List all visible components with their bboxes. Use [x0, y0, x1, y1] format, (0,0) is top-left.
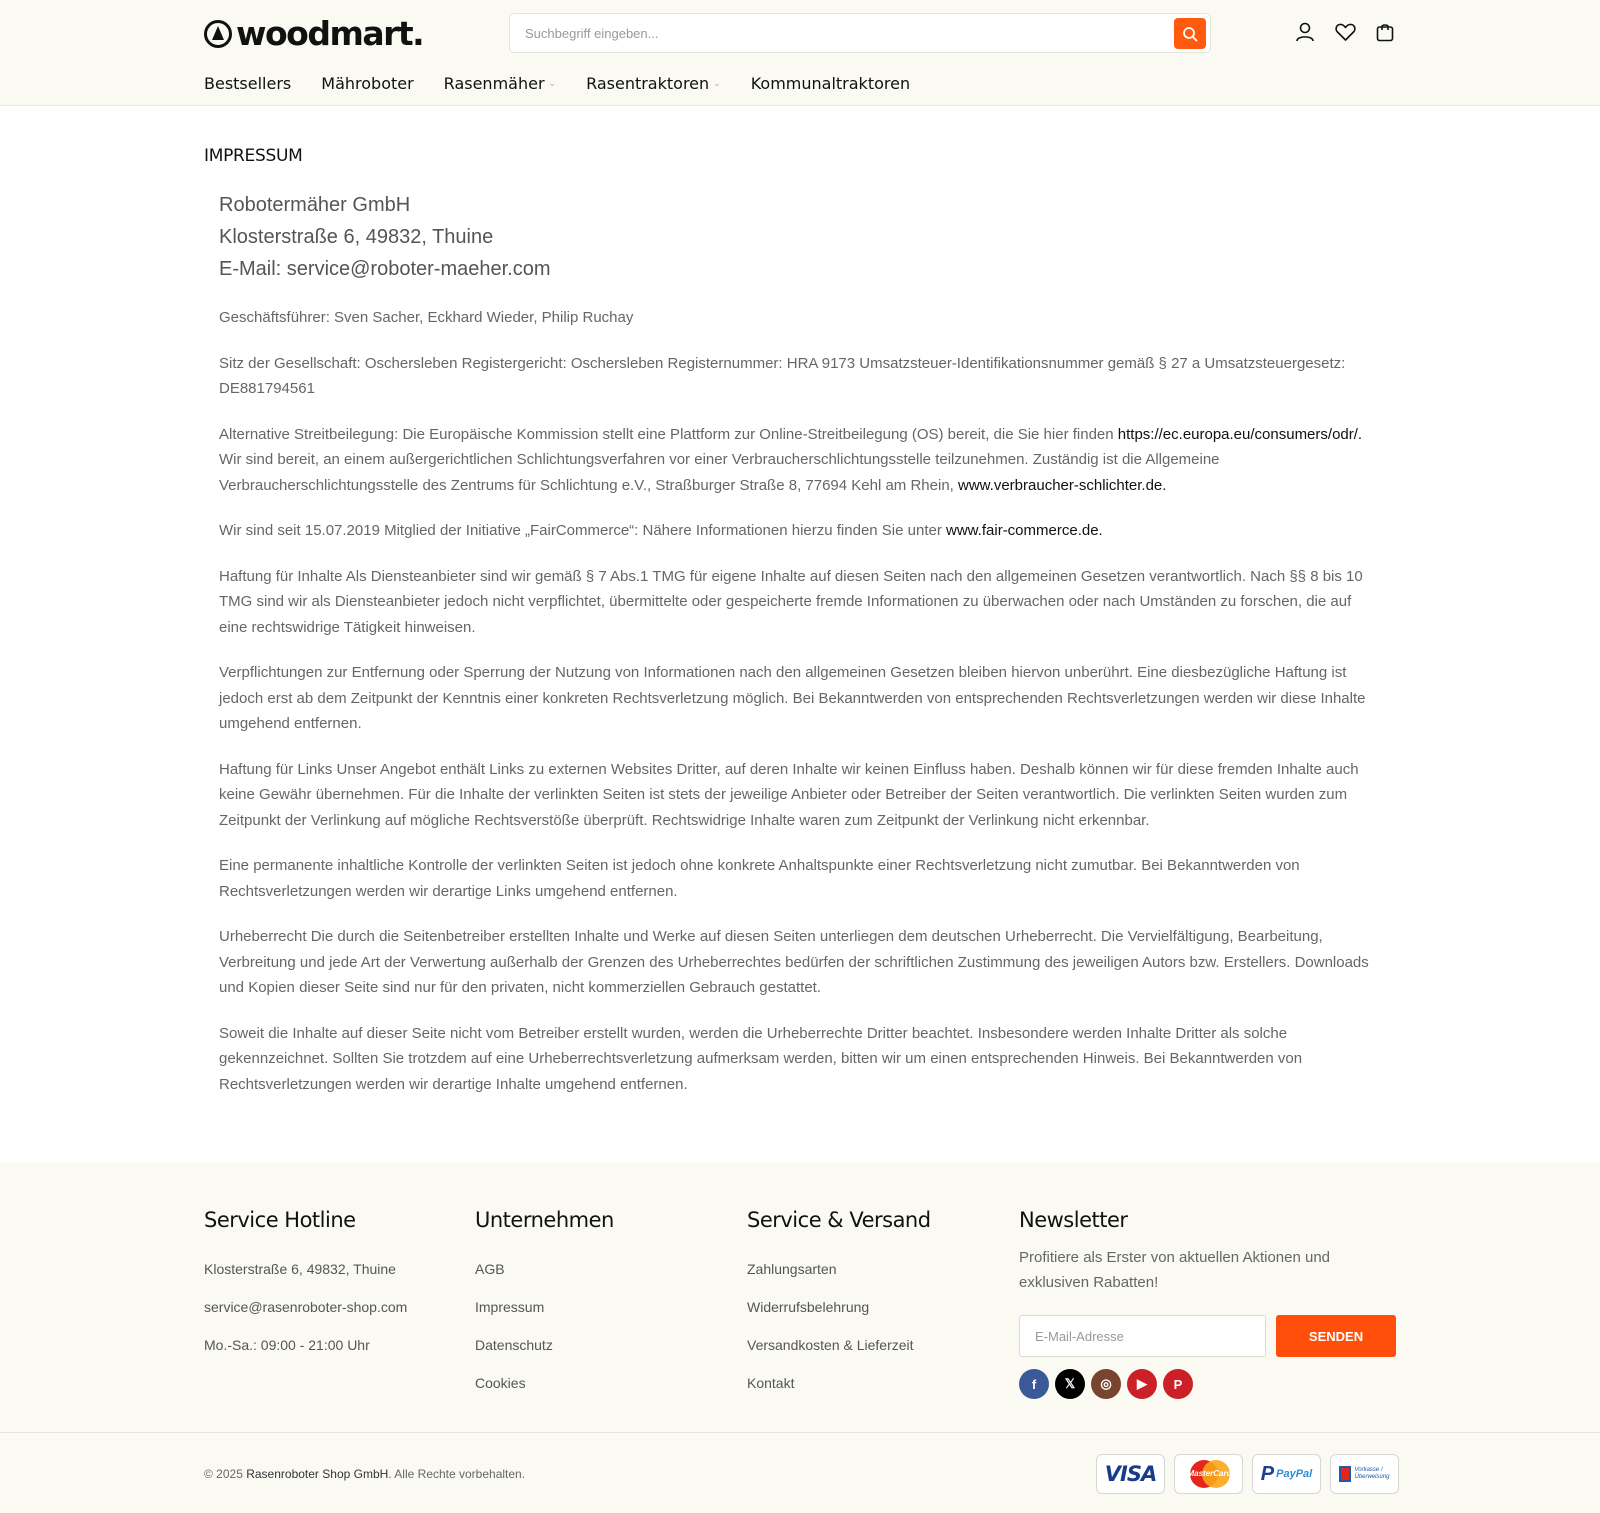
- copyright-suffix: . Alle Rechte vorbehalten.: [388, 1467, 526, 1481]
- footer-hours: Mo.-Sa.: 09:00 - 21:00 Uhr: [204, 1337, 370, 1353]
- main-nav: [204, 74, 910, 93]
- impressum-body: [204, 189, 1380, 1097]
- logo[interactable]: [204, 14, 423, 53]
- tree-logo-icon: [204, 20, 232, 48]
- copyright-prefix: © 2025: [204, 1467, 247, 1481]
- footer-newsletter: [1019, 1208, 1396, 1399]
- odr-link[interactable]: https://ec.europa.eu/consumers/odr/.: [1117, 425, 1363, 443]
- main-content: [204, 146, 1380, 1097]
- visa-icon: [1096, 1454, 1165, 1494]
- nav-item-rasentraktoren[interactable]: [586, 74, 721, 93]
- footer-address: Klosterstraße 6, 49832, Thuine: [204, 1261, 396, 1277]
- search-bar: [509, 13, 1211, 53]
- company-name: Robotermäher GmbH: [219, 194, 411, 216]
- copyright-company: Rasenroboter Shop GmbH: [246, 1467, 389, 1481]
- dispute-text-a: Alternative Streitbeilegung: Die Europäische Kommission stellt eine Plattform zur Online-Streitbeilegung (OS) bereit, die Sie hier finden: [219, 425, 1118, 443]
- footer-bottom-bar: [0, 1432, 1600, 1513]
- links-control: Eine permanente inhaltliche Kontrolle der verlinkten Seiten ist jedoch ohne konkrete Anhaltspunkte einer Rechtsverletzung nicht zumutbar. Bei Bekanntwerden von Rechtsverletzungen werden wir derartige Links umgehend entfernen.: [219, 857, 1300, 900]
- dispute-resolution: [219, 422, 1380, 499]
- pinterest-icon[interactable]: P: [1163, 1369, 1193, 1399]
- dispute-text-b: Wir sind bereit, an einem außergerichtlichen Schlichtungsverfahren vor einer Verbraucherschlichtungsstelle teilzunehmen. Zuständig ist die Allgemeine Verbraucherschlichtungsstelle des Zentrums für Schlichtung e.V., Straßburger Straße 8, 77694 Kehl am Rhein,: [219, 451, 1220, 494]
- nav-item-maehroboter[interactable]: [321, 74, 413, 93]
- prepay-line1: Vorkasse /: [1354, 1467, 1383, 1473]
- copyright-info: Urheberrecht Die durch die Seitenbetreiber erstellten Inhalte und Werke auf diesen Seiten unterliegen dem deutschen Urheberrecht. Die Vervielfältigung, Bearbeitung, Verbreitung und jede Art der Verwertung außerhalb der Grenzen des Urheberrechtes bedürfen der schriftlichen Zustimmung des jeweiligen Autors bzw. Erstellers. Downloads und Kopien dieser Seite sind nur für den privaten, nicht kommerziellen Gebrauch gestattet.: [219, 928, 1369, 996]
- bank-transfer-icon: [1339, 1466, 1389, 1482]
- faircommerce-text: Wir sind seit 15.07.2019 Mitglied der Initiative „FairCommerce“: Nähere Informationen hierzu finden Sie unter: [219, 522, 947, 539]
- newsletter-text: Profitiere als Erster von aktuellen Aktionen und exklusiven Rabatten!: [1019, 1249, 1331, 1291]
- newsletter-title: Newsletter: [1019, 1208, 1128, 1232]
- facebook-icon[interactable]: f: [1019, 1369, 1049, 1399]
- footer-hotline-title: Service Hotline: [204, 1208, 356, 1232]
- social-links: [1019, 1369, 1396, 1399]
- managing-directors: Geschäftsführer: Sven Sacher, Eckhard Wieder, Philip Ruchay: [219, 309, 634, 326]
- faircommerce-link[interactable]: www.fair-commerce.de.: [946, 522, 1103, 539]
- newsletter-submit-button[interactable]: SENDEN: [1276, 1315, 1396, 1357]
- user-icon: [1295, 22, 1315, 42]
- nav-item-rasenmaeher[interactable]: [444, 74, 556, 93]
- visa-label: VISA: [1104, 1462, 1157, 1486]
- mastercard-icon: [1174, 1454, 1243, 1494]
- footer-email[interactable]: service@rasenroboter-shop.com: [204, 1299, 408, 1315]
- register-info: Sitz der Gesellschaft: Oschersleben Registergericht: Oschersleben Registernummer: HRA 9173 Umsatzsteuer-Identifikationsnummer gemäß § 27 a Umsatzsteuergesetz: DE881794561: [219, 354, 1346, 397]
- copyright: [204, 1467, 525, 1481]
- cart-button[interactable]: [1374, 21, 1396, 43]
- mastercard-circles: [1186, 1460, 1232, 1488]
- footer-company: [475, 1208, 614, 1393]
- header-actions: [1294, 21, 1396, 43]
- third-party-copyright: Soweit die Inhalte auf dieser Seite nicht vom Betreiber erstellt wurden, werden die Urheberrechte Dritter beachtet. Insbesondere werden Inhalte Dritter als solche gekennzeichnet. Sollten Sie trotzdem auf eine Urheberrechtsverletzung aufmerksam werden, bitten wir um einen entsprechenden Hinweis. Bei Bekanntwerden von Rechtsverletzungen werden wir derartige Inhalte umgehend entfernen.: [219, 1024, 1303, 1093]
- paypal-mark: P: [1260, 1462, 1275, 1485]
- newsletter-form: [1019, 1315, 1396, 1357]
- paypal-label: PayPal: [1276, 1468, 1313, 1480]
- footer-company-title: Unternehmen: [475, 1208, 614, 1232]
- prepayment-icon: [1330, 1454, 1399, 1494]
- logo-text: woodmart.: [236, 14, 424, 53]
- footer-link-impressum[interactable]: Impressum: [475, 1299, 545, 1315]
- footer-service: [747, 1208, 931, 1393]
- schlichter-link[interactable]: www.verbraucher-schlichter.de.: [958, 476, 1167, 494]
- nav-item-kommunaltraktoren[interactable]: [751, 74, 910, 93]
- footer-link-kontakt[interactable]: Kontakt: [747, 1375, 795, 1391]
- footer-service-title: Service & Versand: [747, 1208, 931, 1232]
- footer-link-datenschutz[interactable]: Datenschutz: [475, 1337, 553, 1353]
- footer-hotline: [204, 1208, 407, 1355]
- payment-methods: [1096, 1454, 1399, 1494]
- shopping-bag-icon: [1376, 22, 1394, 42]
- instagram-icon[interactable]: ◎: [1091, 1369, 1121, 1399]
- nav-item-label: Mähroboter: [321, 74, 414, 93]
- faircommerce-info: [219, 518, 1380, 544]
- x-icon[interactable]: 𝕏: [1055, 1369, 1085, 1399]
- account-button[interactable]: [1294, 21, 1316, 43]
- footer-link-versand[interactable]: Versandkosten & Lieferzeit: [747, 1337, 914, 1353]
- nav-item-label: Kommunaltraktoren: [750, 74, 911, 93]
- youtube-icon[interactable]: ▶: [1127, 1369, 1157, 1399]
- nav-item-bestsellers[interactable]: [204, 74, 291, 93]
- liability-links: Haftung für Links Unser Angebot enthält Links zu externen Websites Dritter, auf deren Inhalte wir keinen Einfluss haben. Deshalb können wir für diese fremden Inhalte auch keine Gewähr übernehmen. Für die Inhalte der verlinkten Seiten ist stets der jeweilige Anbieter oder Betreiber der Seiten verantwortlich. Die verlinkten Seiten wurden zum Zeitpunkt der Verlinkung auf mögliche Rechtsverstöße überprüft. Rechtswidrige Inhalte waren zum Zeitpunkt der Verlinkung nicht erkennbar.: [219, 760, 1359, 829]
- wishlist-button[interactable]: [1334, 21, 1356, 43]
- search-input[interactable]: [510, 14, 1150, 52]
- page-title: IMPRESSUM: [204, 146, 303, 166]
- chevron-down-icon: ⌄: [713, 78, 721, 89]
- nav-item-label: Rasenmäher: [443, 74, 545, 93]
- footer-link-widerruf[interactable]: Widerrufsbelehrung: [747, 1299, 870, 1315]
- company-address: Klosterstraße 6, 49832, Thuine: [219, 226, 494, 248]
- prepay-line2: Überweisung: [1354, 1474, 1390, 1480]
- footer-link-agb[interactable]: AGB: [475, 1261, 505, 1277]
- search-icon: [1182, 26, 1198, 42]
- chevron-down-icon: ⌄: [548, 78, 557, 89]
- mastercard-label: MasterCard: [1187, 1469, 1232, 1478]
- heart-icon: [1335, 22, 1356, 42]
- liability-obligations: Verpflichtungen zur Entfernung oder Sperrung der Nutzung von Informationen nach den allgemeinen Gesetzen bleiben hiervon unberührt. Eine diesbezügliche Haftung ist jedoch erst ab dem Zeitpunkt der Kenntnis einer konkreten Rechtsverletzung möglich. Bei Bekanntwerden von entsprechenden Rechtsverletzungen werden wir diese Inhalte umgehend entfernen.: [219, 664, 1366, 732]
- footer-link-zahlungsarten[interactable]: Zahlungsarten: [747, 1261, 837, 1277]
- footer-link-cookies[interactable]: Cookies: [475, 1375, 526, 1391]
- nav-item-label: Rasentraktoren: [586, 74, 710, 93]
- nav-item-label: Bestsellers: [204, 74, 292, 93]
- site-header: [0, 0, 1600, 106]
- search-button[interactable]: [1174, 18, 1206, 49]
- liability-content: Haftung für Inhalte Als Diensteanbieter sind wir gemäß § 7 Abs.1 TMG für eigene Inhalte auf diesen Seiten nach den allgemeinen Gesetzen verantwortlich. Nach §§ 8 bis 10 TMG sind wir als Diensteanbieter jedoch nicht verpflichtet, übermittelte oder gespeicherte fremde Informationen zu überwachen oder nach Umständen zu forschen, die auf eine rechtswidrige Tätigkeit hinweisen.: [219, 567, 1363, 636]
- newsletter-email-input[interactable]: [1019, 1315, 1266, 1357]
- paypal-icon: [1252, 1454, 1321, 1494]
- company-email: E-Mail: service@roboter-maeher.com: [219, 258, 551, 280]
